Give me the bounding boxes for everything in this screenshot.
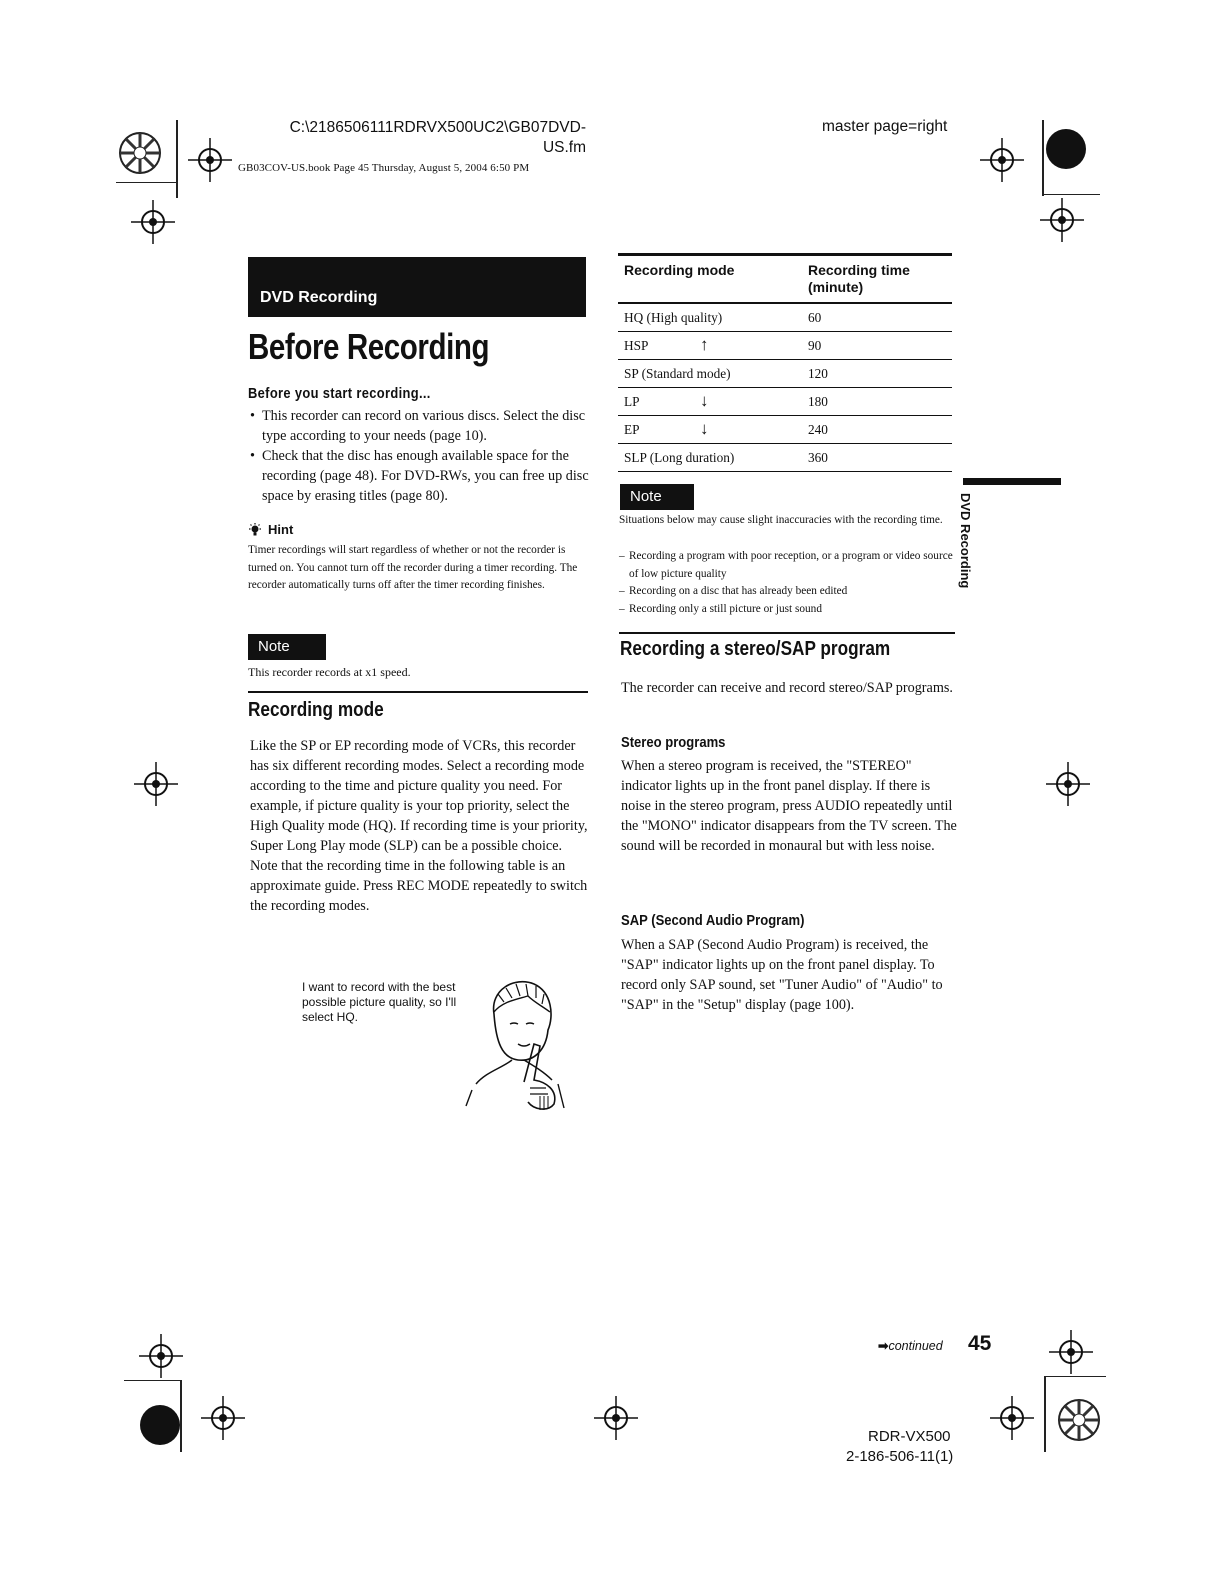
page-title: Before Recording	[248, 326, 490, 367]
file-path-line-1: C:\2186506111RDRVX500UC2\GB07DVD-	[289, 119, 586, 136]
table-row	[618, 360, 952, 388]
note-badge	[248, 634, 326, 660]
crop-line	[1042, 120, 1044, 196]
table-cell-time: 60	[802, 303, 952, 332]
list-item: – Recording on a disc that has already been edited	[619, 583, 955, 601]
header-book-info: GB03COV-US.book Page 45 Thursday, August 5, 2004 6:50 PM	[238, 162, 530, 174]
header-file-path	[276, 118, 586, 158]
note-badge-right	[620, 484, 694, 510]
note-label: Note	[258, 638, 290, 655]
arrow-right-icon: ➡	[878, 1339, 889, 1353]
mode-label: LP	[624, 393, 640, 409]
crosshair-mark	[1049, 1330, 1093, 1374]
side-tab-label: DVD Recording	[958, 493, 973, 589]
part-number: 2-186-506-11(1)	[846, 1448, 954, 1465]
illustration-caption: I want to record with the best possible picture quality, so I'll select HQ.	[302, 980, 457, 1024]
table-cell-time: 90	[802, 332, 952, 360]
crop-line	[124, 1380, 180, 1381]
section-label: DVD Recording	[260, 289, 378, 306]
crosshair-mark	[990, 1396, 1034, 1440]
before-heading: Before you start recording...	[248, 385, 431, 402]
crop-line	[1044, 1376, 1046, 1452]
continued-label: continued	[888, 1339, 943, 1353]
table-cell-mode	[618, 388, 802, 416]
table-cell-time: 120	[802, 360, 952, 388]
table-row	[618, 388, 952, 416]
crosshair-mark	[201, 1396, 245, 1440]
crop-line	[1046, 1376, 1106, 1377]
header-master-page: master page=right	[822, 118, 948, 135]
table-row	[618, 303, 952, 332]
list-item: • This recorder can record on various discs. Select the disc type according to your needs (page 10).	[250, 406, 590, 446]
recording-mode-heading: Recording mode	[248, 699, 384, 721]
note-label: Note	[630, 488, 662, 505]
table-cell-time: 180	[802, 388, 952, 416]
sap-text: When a SAP (Second Audio Program) is received, the "SAP" indicator lights up on the front panel display. To record only SAP sound, set "Tuner Audio" of "Audio" to "SAP" in the "Setup" display (page 100).	[621, 937, 943, 1013]
arrow-up-icon: ↑	[700, 335, 709, 354]
table-row	[618, 416, 952, 444]
sap-subheading: SAP (Second Audio Program)	[621, 913, 805, 929]
table-row	[618, 332, 952, 360]
crop-line	[1044, 194, 1100, 195]
mode-label: SP (Standard mode)	[624, 365, 731, 381]
solid-dot-mark-bottom-left	[137, 1402, 183, 1448]
mode-label: SLP (Long duration)	[624, 449, 735, 465]
hint-text: Timer recordings will start regardless of whether or not the recorder is turned on. You cannot turn off the recorder during a timer recording. The recorder automatically turns off after the timer recording finishes.	[248, 544, 578, 591]
file-path-line-2: US.fm	[542, 139, 586, 156]
table-cell-mode	[618, 416, 802, 444]
solid-dot-mark-top-right	[1043, 126, 1089, 172]
mode-label: HQ (High quality)	[624, 309, 723, 325]
crosshair-mark	[131, 200, 175, 244]
table-cell-mode	[618, 360, 802, 388]
mode-label: HSP	[624, 337, 649, 353]
crosshair-mark	[980, 138, 1024, 182]
crosshair-mark	[139, 1334, 183, 1378]
model-number: RDR-VX500	[868, 1428, 951, 1445]
person-illustration	[462, 972, 572, 1117]
side-tab-bar	[963, 478, 1061, 485]
arrow-down-icon: ↓	[700, 391, 709, 410]
note-intro: Situations below may cause slight inaccuracies with the recording time.	[619, 514, 943, 526]
section-rule	[619, 632, 955, 634]
crop-line	[176, 120, 178, 198]
table-header-time: Recording time (minute)	[802, 255, 952, 304]
table-row	[618, 444, 952, 472]
crosshair-mark	[134, 762, 178, 806]
page-number: 45	[968, 1332, 992, 1355]
table-cell-mode	[618, 444, 802, 472]
note-text: This recorder records at x1 speed.	[248, 665, 411, 679]
section-rule	[248, 691, 588, 693]
crosshair-mark	[594, 1396, 638, 1440]
mode-label: EP	[624, 421, 640, 437]
table-header-row	[618, 255, 952, 304]
hint-header	[248, 522, 293, 537]
hint-bulb-icon	[248, 523, 262, 537]
side-tab	[958, 493, 982, 593]
table-header-mode: Recording mode	[618, 255, 802, 304]
crop-line	[180, 1380, 182, 1452]
color-wheel-mark-bottom-right	[1054, 1395, 1104, 1445]
table-cell-mode	[618, 303, 802, 332]
recording-mode-text: Like the SP or EP recording mode of VCRs, this recorder has six different recording modes. Select a recording mode according to the time and picture quality you need. For example, if picture quality is your top priority, select the High Quality mode (HQ). If recording time is your priority, Super Long Play mode (SLP) can be a possible choice. Note that the recording time in the following table is an approximate guide. Press REC MODE repeatedly to switch the recording modes.	[250, 738, 588, 914]
color-wheel-mark-top-left	[115, 128, 165, 178]
stereo-heading: Recording a stereo/SAP program	[620, 638, 891, 660]
note-list	[619, 548, 955, 618]
continued-indicator	[878, 1338, 943, 1353]
crosshair-mark	[188, 138, 232, 182]
crop-line	[116, 182, 176, 183]
stereo-subheading: Stereo programs	[621, 735, 726, 751]
arrow-down-icon: ↓	[700, 419, 709, 438]
before-bullet-list	[250, 406, 590, 506]
table-cell-mode	[618, 332, 802, 360]
list-item: – Recording only a still picture or just sound	[619, 601, 955, 619]
list-item: – Recording a program with poor reception, or a program or video source of low picture quality	[619, 548, 955, 583]
table-cell-time: 360	[802, 444, 952, 472]
crosshair-mark	[1040, 198, 1084, 242]
crosshair-mark	[1046, 762, 1090, 806]
list-item: • Check that the disc has enough available space for the recording (page 48). For DVD-RWs, you can free up disc space by erasing titles (page 80).	[250, 446, 590, 506]
recording-mode-table	[618, 253, 952, 472]
stereo-text: When a stereo program is received, the "STEREO" indicator lights up in the front panel display. If there is noise in the stereo program, press AUDIO repeatedly until the "MONO" indicator disappears from the TV screen. The sound will be recorded in monaural but with less noise.	[621, 758, 957, 854]
section-banner	[248, 257, 586, 317]
stereo-intro: The recorder can receive and record stereo/SAP programs.	[621, 680, 953, 696]
table-cell-time: 240	[802, 416, 952, 444]
hint-label: Hint	[268, 522, 294, 537]
